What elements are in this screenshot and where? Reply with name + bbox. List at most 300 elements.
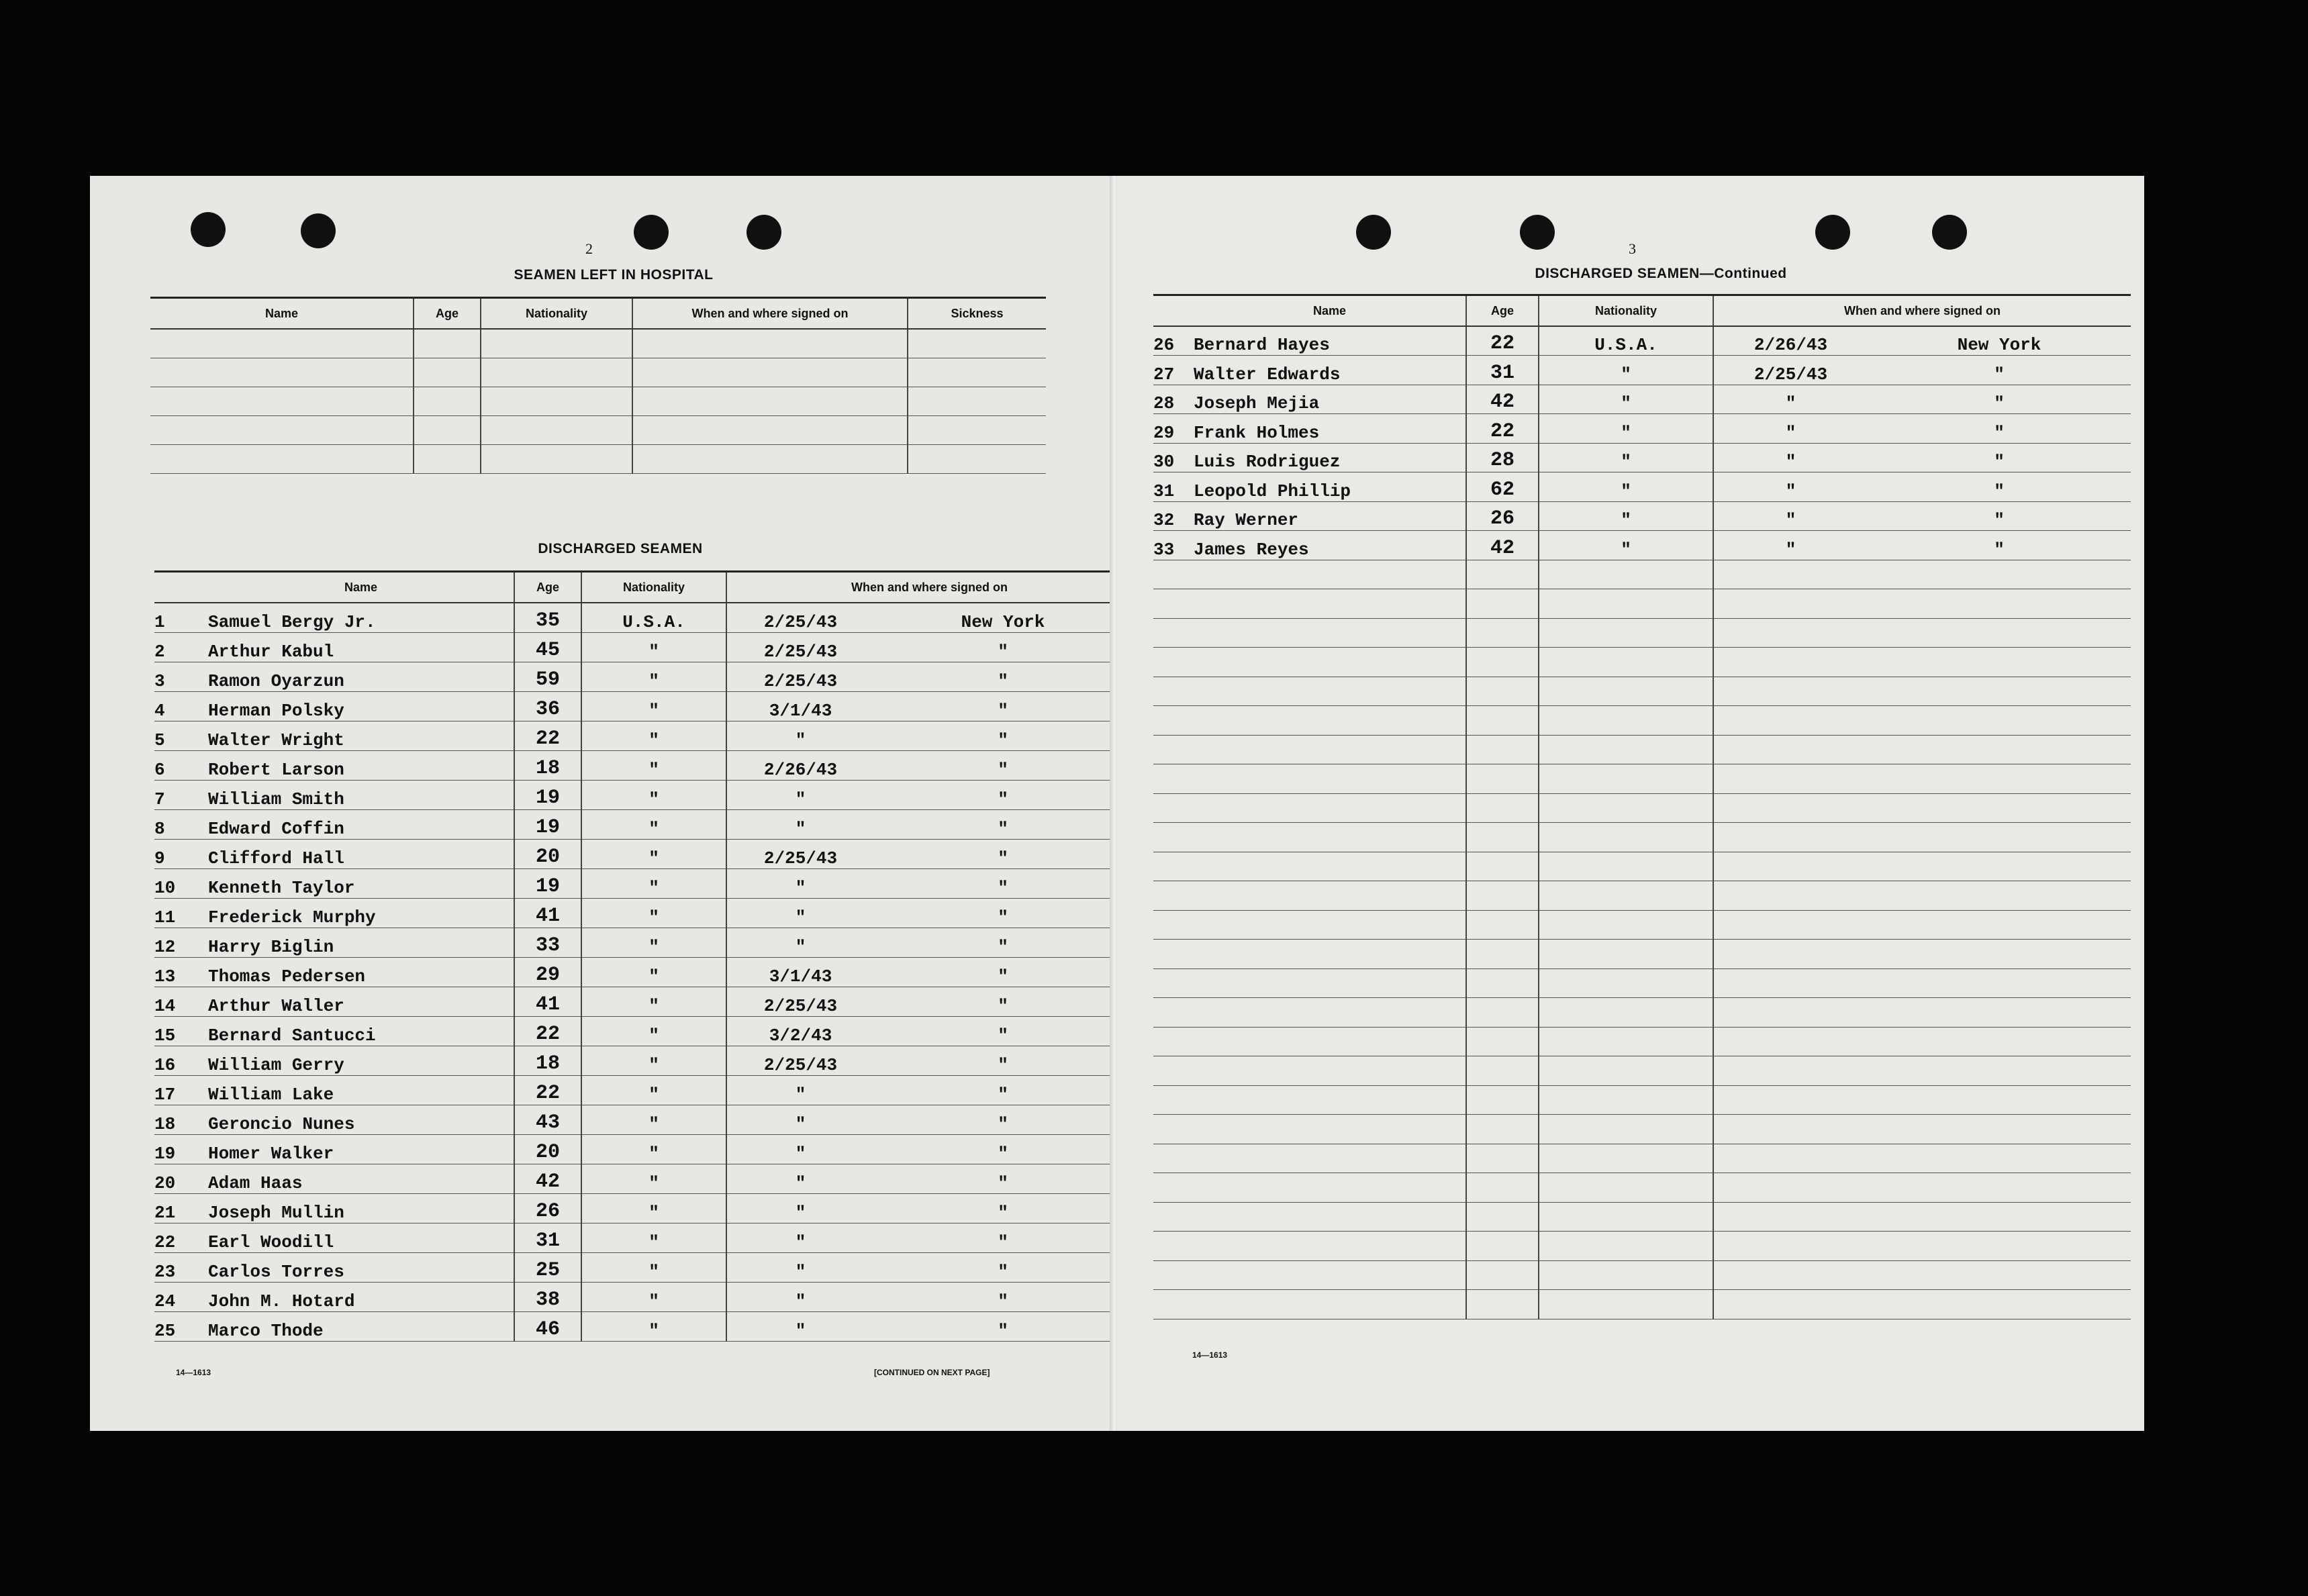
table-row [154, 928, 1132, 957]
empty-cell [1466, 648, 1539, 677]
empty-cell [150, 387, 414, 416]
empty-cell [1194, 910, 1466, 940]
table-row-empty [1153, 823, 2131, 852]
empty-cell [1466, 735, 1539, 764]
column-header-nationality: Nationality [481, 298, 632, 330]
column-header-name: Name [1194, 295, 1466, 327]
signed-on-place: " [874, 1134, 1132, 1164]
seaman-name: Arthur Waller [208, 987, 514, 1016]
seaman-nationality: " [1539, 531, 1713, 560]
table-row-empty [1153, 881, 2131, 911]
empty-cell [908, 416, 1046, 445]
row-number: 25 [154, 1311, 208, 1341]
empty-cell [414, 387, 481, 416]
signed-on-place: New York [1868, 326, 2131, 356]
seaman-nationality: " [1539, 443, 1713, 472]
table-row [154, 1193, 1132, 1223]
empty-cell [414, 329, 481, 358]
seaman-name: Edward Coffin [208, 809, 514, 839]
signed-on-place: " [1868, 531, 2131, 560]
row-number: 14 [154, 987, 208, 1016]
empty-cell [1868, 1173, 2131, 1203]
column-header-nationality: Nationality [1539, 295, 1713, 327]
table-row [1153, 414, 2131, 444]
signed-on-date: 3/1/43 [726, 957, 874, 987]
empty-cell [1713, 881, 1868, 911]
empty-cell [1539, 1173, 1713, 1203]
empty-cell [1713, 852, 1868, 881]
empty-cell [1539, 1085, 1713, 1115]
row-number: 19 [154, 1134, 208, 1164]
seaman-name: Bernard Hayes [1194, 326, 1466, 356]
column-header-name: Name [150, 298, 414, 330]
empty-cell [1868, 1144, 2131, 1173]
empty-cell [1713, 677, 1868, 706]
signed-on-place: " [874, 662, 1132, 691]
empty-cell [481, 329, 632, 358]
signed-on-place: " [874, 957, 1132, 987]
row-number: 6 [154, 750, 208, 780]
empty-cell [1539, 560, 1713, 589]
empty-cell [1153, 968, 1194, 998]
empty-cell [632, 387, 908, 416]
signed-on-place: " [874, 987, 1132, 1016]
empty-cell [1194, 1056, 1466, 1086]
table-row [150, 416, 1046, 445]
table-row [1153, 501, 2131, 531]
empty-cell [1466, 1115, 1539, 1144]
empty-cell [1539, 677, 1713, 706]
row-number: 13 [154, 957, 208, 987]
seaman-age: 62 [1466, 472, 1539, 502]
empty-cell [1868, 823, 2131, 852]
punch-hole [1520, 215, 1555, 250]
table-row-empty [1153, 1232, 2131, 1261]
right-page [1117, 176, 2144, 1431]
signed-on-date: " [726, 1252, 874, 1282]
table-row [150, 445, 1046, 474]
hospital-table [150, 297, 1046, 474]
seaman-name: Kenneth Taylor [208, 868, 514, 898]
empty-cell [1868, 618, 2131, 648]
empty-cell [1153, 793, 1194, 823]
punch-hole [747, 215, 781, 250]
signed-on-date: 2/25/43 [726, 987, 874, 1016]
empty-cell [1539, 823, 1713, 852]
signed-on-date: " [726, 928, 874, 957]
row-number: 28 [1153, 385, 1194, 414]
table-row-empty [1153, 793, 2131, 823]
empty-cell [1466, 1085, 1539, 1115]
row-number: 33 [1153, 531, 1194, 560]
seaman-nationality: " [581, 1223, 726, 1252]
empty-cell [1153, 1056, 1194, 1086]
empty-cell [1153, 1115, 1194, 1144]
empty-cell [1153, 1173, 1194, 1203]
table-row [154, 1252, 1132, 1282]
punch-hole [1356, 215, 1391, 250]
empty-cell [1194, 1115, 1466, 1144]
table-row-empty [1153, 910, 2131, 940]
continued-note: [CONTINUED ON NEXT PAGE] [874, 1368, 990, 1377]
empty-cell [1868, 910, 2131, 940]
seaman-nationality: " [581, 809, 726, 839]
empty-cell [1153, 940, 1194, 969]
left-page [90, 176, 1110, 1431]
empty-cell [1466, 852, 1539, 881]
empty-cell [1194, 618, 1466, 648]
table-row-empty [1153, 618, 2131, 648]
empty-cell [481, 358, 632, 387]
seaman-nationality: " [581, 1193, 726, 1223]
seaman-nationality: " [581, 750, 726, 780]
empty-cell [1539, 910, 1713, 940]
signed-on-place: " [874, 1282, 1132, 1311]
empty-cell [1868, 589, 2131, 619]
seaman-age: 26 [514, 1193, 581, 1223]
seaman-age: 22 [514, 721, 581, 750]
empty-cell [1539, 1232, 1713, 1261]
empty-cell [1153, 1260, 1194, 1290]
row-number: 23 [154, 1252, 208, 1282]
empty-cell [1713, 1260, 1868, 1290]
seaman-name: Joseph Mejia [1194, 385, 1466, 414]
empty-cell [1539, 735, 1713, 764]
empty-cell [1868, 677, 2131, 706]
empty-cell [1539, 881, 1713, 911]
signed-on-place: " [874, 1252, 1132, 1282]
empty-cell [1868, 560, 2131, 589]
discharged-table [154, 570, 1132, 1342]
empty-cell [481, 445, 632, 474]
form-code: 14—1613 [176, 1368, 211, 1377]
row-number: 21 [154, 1193, 208, 1223]
empty-cell [1539, 1056, 1713, 1086]
seaman-age: 18 [514, 1046, 581, 1075]
seaman-nationality: " [581, 1134, 726, 1164]
table-row-empty [1153, 968, 2131, 998]
empty-cell [1466, 1173, 1539, 1203]
empty-cell [1466, 1056, 1539, 1086]
table-row-empty [1153, 940, 2131, 969]
discharged-continued-title: DISCHARGED SEAMEN—Continued [1535, 266, 1787, 281]
seaman-name: Frank Holmes [1194, 414, 1466, 444]
empty-cell [1713, 910, 1868, 940]
signed-on-date: " [726, 1164, 874, 1193]
signed-on-date: 2/26/43 [1713, 326, 1868, 356]
signed-on-date: " [726, 1193, 874, 1223]
column-header-age: Age [414, 298, 481, 330]
table-row [150, 358, 1046, 387]
empty-cell [1868, 706, 2131, 736]
table-row-empty [1153, 648, 2131, 677]
table-row [154, 780, 1132, 809]
empty-cell [1868, 1202, 2131, 1232]
empty-cell [1466, 1027, 1539, 1056]
empty-cell [632, 329, 908, 358]
empty-cell [1194, 1260, 1466, 1290]
column-header-age: Age [1466, 295, 1539, 327]
row-number: 29 [1153, 414, 1194, 444]
empty-cell [1539, 968, 1713, 998]
row-number: 15 [154, 1016, 208, 1046]
seaman-nationality: " [1539, 472, 1713, 502]
seaman-nationality: " [581, 839, 726, 868]
signed-on-place: " [874, 632, 1132, 662]
seaman-name: Carlos Torres [208, 1252, 514, 1282]
empty-cell [1713, 1232, 1868, 1261]
signed-on-place: " [874, 780, 1132, 809]
seaman-age: 36 [514, 691, 581, 721]
seaman-nationality: " [581, 780, 726, 809]
empty-cell [1868, 1027, 2131, 1056]
empty-cell [1153, 589, 1194, 619]
empty-cell [1539, 940, 1713, 969]
table-row [1153, 356, 2131, 385]
seaman-nationality: U.S.A. [581, 603, 726, 632]
table-row [150, 329, 1046, 358]
column-header-sickness: Sickness [908, 298, 1046, 330]
table-row [154, 898, 1132, 928]
table-row [154, 1164, 1132, 1193]
punch-hole [634, 215, 669, 250]
column-header-number [154, 572, 208, 603]
seaman-nationality: " [581, 1105, 726, 1134]
signed-on-date: 3/2/43 [726, 1016, 874, 1046]
empty-cell [1713, 589, 1868, 619]
seaman-name: Harry Biglin [208, 928, 514, 957]
seaman-age: 46 [514, 1311, 581, 1341]
empty-cell [1153, 764, 1194, 794]
empty-cell [1153, 618, 1194, 648]
seaman-name: William Gerry [208, 1046, 514, 1075]
punch-hole [1932, 215, 1967, 250]
row-number: 18 [154, 1105, 208, 1134]
signed-on-place: " [1868, 443, 2131, 472]
seaman-age: 26 [1466, 501, 1539, 531]
empty-cell [1194, 1232, 1466, 1261]
empty-cell [1194, 793, 1466, 823]
row-number: 12 [154, 928, 208, 957]
empty-cell [1153, 735, 1194, 764]
seaman-age: 45 [514, 632, 581, 662]
seaman-age: 31 [1466, 356, 1539, 385]
table-row [154, 809, 1132, 839]
seaman-age: 20 [514, 839, 581, 868]
row-number: 1 [154, 603, 208, 632]
punch-hole [191, 212, 226, 247]
empty-cell [1153, 852, 1194, 881]
empty-cell [1153, 706, 1194, 736]
empty-cell [1194, 998, 1466, 1028]
row-number: 24 [154, 1282, 208, 1311]
signed-on-place: " [1868, 356, 2131, 385]
empty-cell [1713, 1115, 1868, 1144]
empty-cell [1539, 998, 1713, 1028]
row-number: 30 [1153, 443, 1194, 472]
table-row [154, 1311, 1132, 1341]
empty-cell [1194, 648, 1466, 677]
empty-cell [1153, 998, 1194, 1028]
seaman-nationality: " [581, 928, 726, 957]
empty-cell [1713, 968, 1868, 998]
signed-on-date: 2/25/43 [726, 662, 874, 691]
empty-cell [1868, 793, 2131, 823]
empty-cell [1539, 1202, 1713, 1232]
empty-cell [632, 416, 908, 445]
seaman-age: 38 [514, 1282, 581, 1311]
empty-cell [1466, 968, 1539, 998]
empty-cell [1868, 648, 2131, 677]
seaman-name: Ray Werner [1194, 501, 1466, 531]
signed-on-date: " [1713, 385, 1868, 414]
seaman-name: Walter Wright [208, 721, 514, 750]
signed-on-place: " [874, 721, 1132, 750]
empty-cell [1713, 1290, 1868, 1319]
seaman-nationality: " [581, 1164, 726, 1193]
empty-cell [1868, 998, 2131, 1028]
empty-cell [1868, 1232, 2131, 1261]
seaman-age: 19 [514, 780, 581, 809]
empty-cell [1194, 1085, 1466, 1115]
seaman-nationality: " [581, 1282, 726, 1311]
empty-cell [1466, 881, 1539, 911]
empty-cell [1153, 560, 1194, 589]
table-row-empty [1153, 560, 2131, 589]
seaman-name: Arthur Kabul [208, 632, 514, 662]
empty-cell [150, 358, 414, 387]
table-row-empty [1153, 1056, 2131, 1086]
table-row [1153, 443, 2131, 472]
scanned-document [90, 176, 2144, 1431]
table-row-empty [1153, 1144, 2131, 1173]
empty-cell [1466, 998, 1539, 1028]
signed-on-date: " [726, 780, 874, 809]
empty-cell [150, 416, 414, 445]
signed-on-date: " [1713, 414, 1868, 444]
empty-cell [414, 358, 481, 387]
seaman-nationality: " [1539, 414, 1713, 444]
table-row-empty [1153, 852, 2131, 881]
empty-cell [1466, 589, 1539, 619]
empty-cell [1466, 1260, 1539, 1290]
seaman-age: 42 [1466, 385, 1539, 414]
empty-cell [1539, 852, 1713, 881]
empty-cell [1539, 764, 1713, 794]
signed-on-place: " [1868, 472, 2131, 502]
signed-on-place: " [874, 928, 1132, 957]
table-row [154, 603, 1132, 632]
empty-cell [1153, 648, 1194, 677]
table-row-empty [1153, 735, 2131, 764]
row-number: 5 [154, 721, 208, 750]
empty-cell [1466, 1232, 1539, 1261]
page-number: 2 [585, 240, 593, 257]
column-header-name: Name [208, 572, 514, 603]
seaman-name: William Smith [208, 780, 514, 809]
table-row [154, 1105, 1132, 1134]
signed-on-place: " [874, 1016, 1132, 1046]
empty-cell [632, 358, 908, 387]
signed-on-place: " [874, 839, 1132, 868]
seaman-age: 31 [514, 1223, 581, 1252]
empty-cell [1466, 823, 1539, 852]
seaman-name: Herman Polsky [208, 691, 514, 721]
signed-on-date: " [726, 1311, 874, 1341]
seaman-name: Homer Walker [208, 1134, 514, 1164]
empty-cell [908, 329, 1046, 358]
seaman-nationality: " [581, 898, 726, 928]
empty-cell [150, 445, 414, 474]
row-number: 2 [154, 632, 208, 662]
row-number: 8 [154, 809, 208, 839]
seaman-age: 41 [514, 987, 581, 1016]
seaman-nationality: " [581, 957, 726, 987]
empty-cell [1539, 1027, 1713, 1056]
seaman-nationality: " [1539, 501, 1713, 531]
table-row-empty [1153, 1290, 2131, 1319]
signed-on-place: " [874, 1311, 1132, 1341]
column-header-number [1153, 295, 1194, 327]
table-row-empty [1153, 1173, 2131, 1203]
table-row [1153, 531, 2131, 560]
seaman-name: Geroncio Nunes [208, 1105, 514, 1134]
seaman-name: Luis Rodriguez [1194, 443, 1466, 472]
seaman-age: 59 [514, 662, 581, 691]
empty-cell [1466, 677, 1539, 706]
seaman-name: Thomas Pedersen [208, 957, 514, 987]
empty-cell [1713, 735, 1868, 764]
empty-cell [1868, 852, 2131, 881]
row-number: 10 [154, 868, 208, 898]
row-number: 7 [154, 780, 208, 809]
signed-on-date: 2/25/43 [726, 839, 874, 868]
seaman-age: 19 [514, 809, 581, 839]
seaman-age: 25 [514, 1252, 581, 1282]
seaman-nationality: U.S.A. [1539, 326, 1713, 356]
empty-cell [1194, 1290, 1466, 1319]
signed-on-date: " [1713, 443, 1868, 472]
column-header-age: Age [514, 572, 581, 603]
empty-cell [1194, 1027, 1466, 1056]
row-number: 9 [154, 839, 208, 868]
empty-cell [1194, 968, 1466, 998]
table-row-empty [1153, 706, 2131, 736]
discharged-continued-table [1153, 294, 2131, 1319]
row-number: 4 [154, 691, 208, 721]
empty-cell [1466, 793, 1539, 823]
empty-cell [1713, 823, 1868, 852]
empty-cell [1868, 940, 2131, 969]
empty-cell [1868, 968, 2131, 998]
seaman-age: 33 [514, 928, 581, 957]
empty-cell [1868, 881, 2131, 911]
empty-cell [1466, 618, 1539, 648]
empty-cell [908, 358, 1046, 387]
seaman-name: James Reyes [1194, 531, 1466, 560]
empty-cell [1466, 560, 1539, 589]
empty-cell [1868, 735, 2131, 764]
empty-cell [1153, 823, 1194, 852]
seaman-nationality: " [581, 632, 726, 662]
empty-cell [1713, 1144, 1868, 1173]
signed-on-place: " [874, 1193, 1132, 1223]
empty-cell [1194, 560, 1466, 589]
row-number: 17 [154, 1075, 208, 1105]
empty-cell [908, 387, 1046, 416]
empty-cell [1194, 735, 1466, 764]
empty-cell [1713, 793, 1868, 823]
